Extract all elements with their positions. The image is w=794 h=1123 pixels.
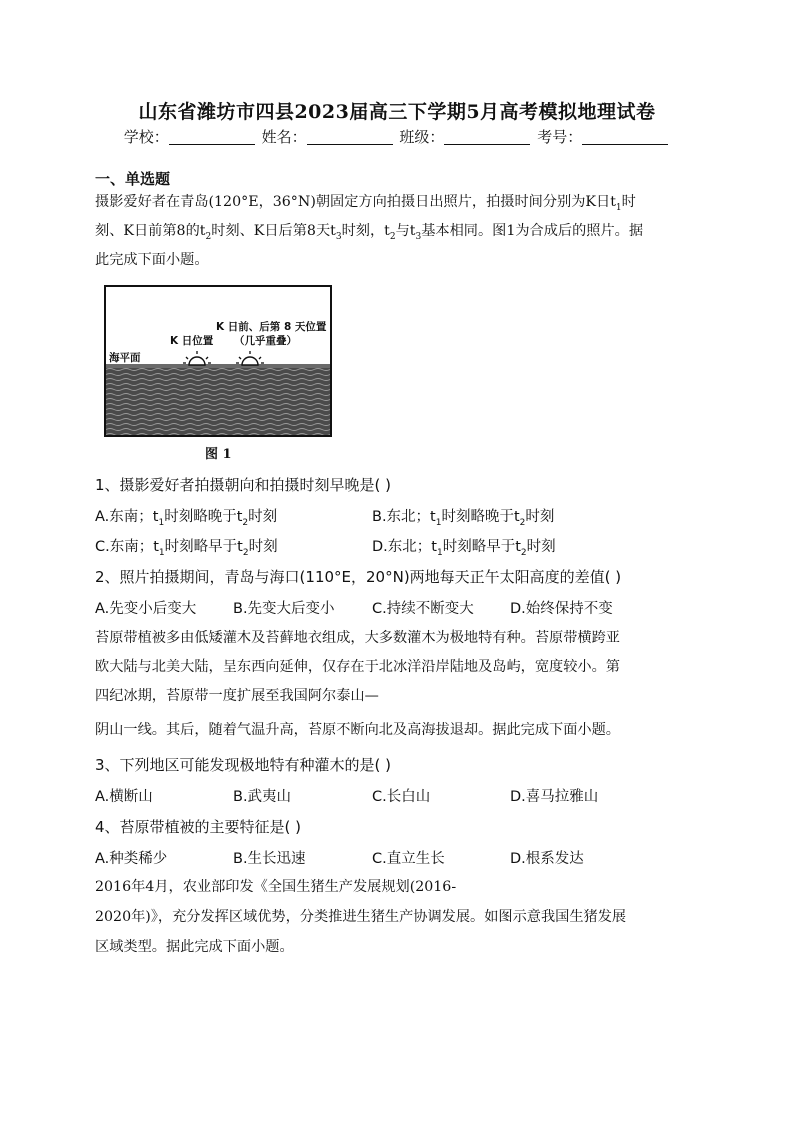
q1-option-b[interactable]: B.东北；$t_1$时刻略晚于$t_2$时刻 bbox=[372, 509, 555, 528]
figure-sunrise-photo bbox=[104, 285, 332, 437]
passage1-line1: 摄影爱好者在青岛(120°E，36°N)朝固定方向拍摄日出照片，拍摄时间分别为K日$t_1$时 bbox=[95, 194, 636, 213]
label-k-plus-minus: K 日前、后第 8 天位置 bbox=[216, 321, 327, 333]
section-heading: 一、单选题 bbox=[95, 170, 171, 188]
label-k-day: K 日位置 bbox=[170, 335, 214, 347]
q1-stem: 1、摄影爱好者拍摄朝向和拍摄时刻早晚是( ) bbox=[95, 476, 392, 494]
q2-option-b[interactable]: B.先变大后变小 bbox=[233, 601, 335, 617]
q2-option-d[interactable]: D.始终保持不变 bbox=[510, 601, 613, 617]
figure-caption: 图 1 bbox=[205, 447, 232, 462]
q3-stem: 3、下列地区可能发现极地特有种灌木的是( ) bbox=[95, 756, 392, 774]
passage2-line3: 四纪冰期，苔原带一度扩展至我国阿尔泰山— bbox=[95, 688, 379, 704]
passage3-line3: 区域类型。据此完成下面小题。 bbox=[95, 939, 294, 955]
label-overlap: （几乎重叠） bbox=[234, 335, 297, 347]
q2-stem: 2、照片拍摄期间，青岛与海口(110°E，20°N)两地每天正午太阳高度的差值( ) bbox=[95, 568, 622, 586]
school-blank[interactable] bbox=[169, 130, 255, 145]
q3-option-d[interactable]: D.喜马拉雅山 bbox=[510, 789, 599, 805]
exam-no-blank[interactable] bbox=[582, 130, 668, 145]
passage1-line3: 此完成下面小题。 bbox=[95, 252, 209, 268]
q4-stem: 4、苔原带植被的主要特征是( ) bbox=[95, 818, 302, 836]
passage3-line2: 2020年)》，充分发挥区域优势，分类推进生猪生产协调发展。如图示意我国生猪发展 bbox=[95, 909, 627, 925]
passage2-line4: 阴山一线。其后，随着气温升高，苔原不断向北及高海拔退却。据此完成下面小题。 bbox=[95, 722, 620, 738]
class-blank[interactable] bbox=[444, 130, 530, 145]
q2-option-c[interactable]: C.持续不断变大 bbox=[372, 601, 474, 617]
q1-option-a[interactable]: A.东南；$t_1$时刻略晚于$t_2$时刻 bbox=[95, 509, 278, 528]
exam-no-label: 考号： bbox=[537, 128, 583, 146]
class-label: 班级： bbox=[399, 128, 445, 146]
passage1-line2: 刻、K日前第8的$t_2$时刻、K日后第8天$t_3$时刻，$t_2$与$t_3$基本相同。图1为合成后的照片。据 bbox=[95, 223, 644, 242]
passage3-line1: 2016年4月，农业部印发《全国生猪生产发展规划(2016- bbox=[95, 879, 457, 895]
q1-option-c[interactable]: C.东南；$t_1$时刻略早于$t_2$时刻 bbox=[95, 539, 278, 558]
q3-option-c[interactable]: C.长白山 bbox=[372, 789, 431, 805]
passage2-line1: 苔原带植被多由低矮灌木及苔藓地衣组成，大多数灌木为极地特有种。苔原带横跨亚 bbox=[95, 630, 620, 646]
sea-surface bbox=[106, 364, 330, 435]
q3-option-a[interactable]: A.横断山 bbox=[95, 789, 153, 805]
student-info-line bbox=[0, 126, 794, 147]
q2-option-a[interactable]: A.先变小后变大 bbox=[95, 601, 197, 617]
q4-option-b[interactable]: B.生长迅速 bbox=[233, 851, 306, 867]
q4-option-d[interactable]: D.根系发达 bbox=[510, 851, 584, 867]
school-label: 学校： bbox=[123, 128, 169, 146]
name-blank[interactable] bbox=[307, 130, 393, 145]
passage2-line2: 欧大陆与北美大陆，呈东西向延伸，仅存在于北冰洋沿岸陆地及岛屿，宽度较小。第 bbox=[95, 659, 620, 675]
q4-option-c[interactable]: C.直立生长 bbox=[372, 851, 445, 867]
q1-option-d[interactable]: D.东北；$t_1$时刻略早于$t_2$时刻 bbox=[372, 539, 556, 558]
q4-option-a[interactable]: A.种类稀少 bbox=[95, 851, 168, 867]
page-title: 山东省潍坊市四县2023届高三下学期5月高考模拟地理试卷 bbox=[138, 101, 656, 123]
label-sea-level: 海平面 bbox=[109, 352, 141, 364]
name-label: 姓名： bbox=[261, 128, 307, 146]
q3-option-b[interactable]: B.武夷山 bbox=[233, 789, 292, 805]
